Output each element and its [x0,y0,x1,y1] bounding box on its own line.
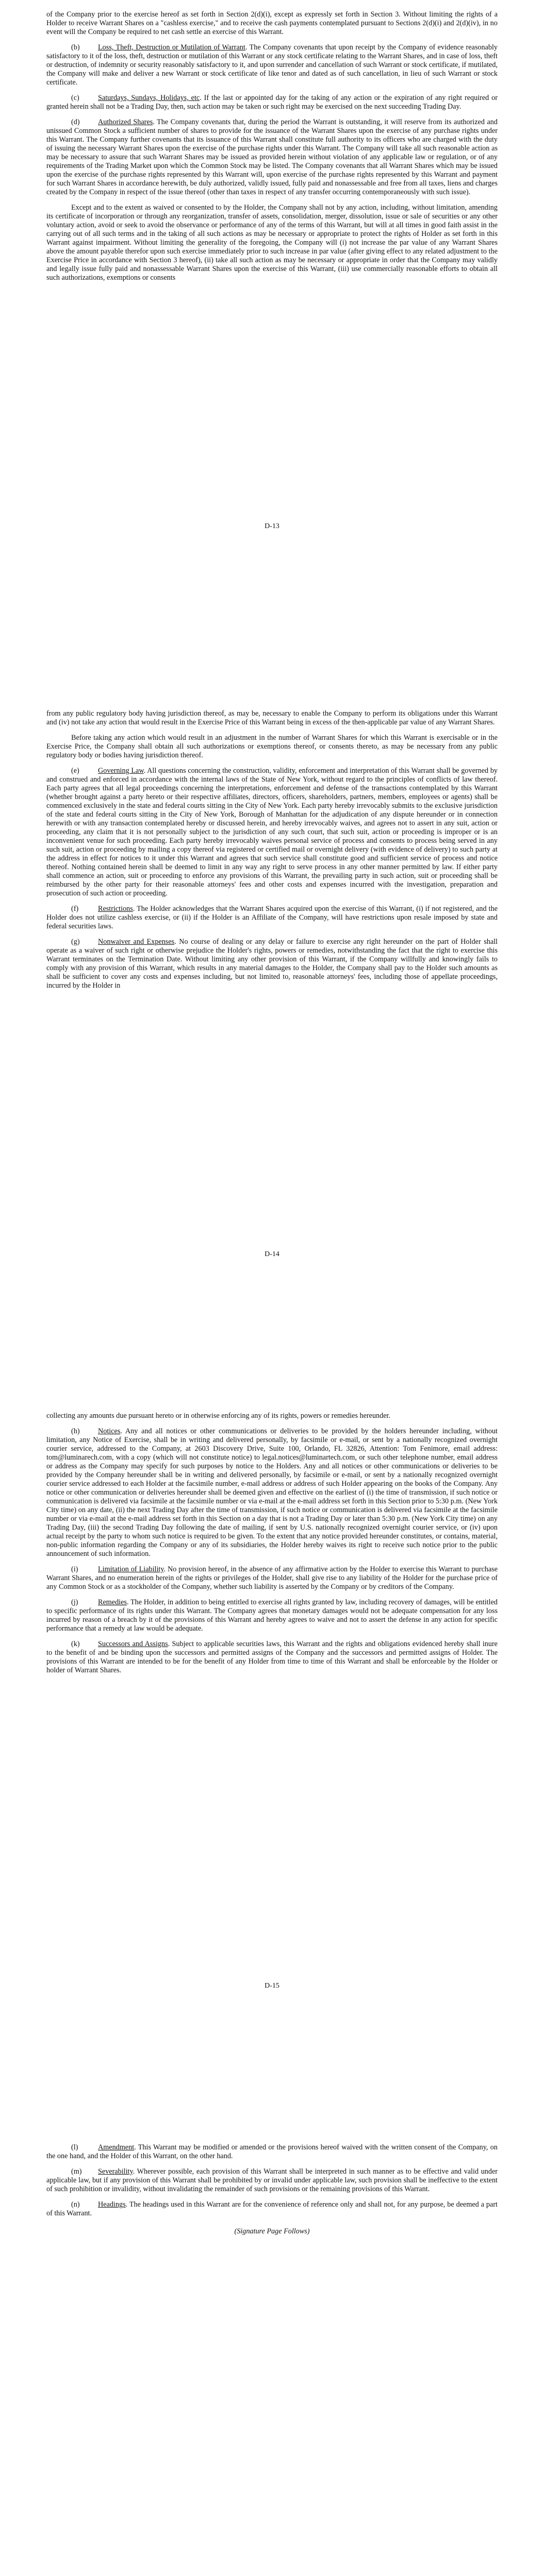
section-text: . The Holder acknowledges that the Warrant Shares acquired upon the exercise of this Warrant, (i) if not registered, and the Holder does not utilize cashless exercise, or (ii) if the Holder is an Affiliate of the Company, will have restrictions upon resale imposed by state and federal securities laws. [46,905,498,930]
section-label: (c) [71,94,79,102]
section-heading: Authorized Shares [98,118,153,126]
section-heading: Headings [98,2200,126,2209]
page-number: D-15 [265,1982,279,1990]
section-label: (j) [71,1598,78,1606]
page-d16 [0,2110,544,2576]
page-number: D-14 [265,1250,279,1258]
section-label: (d) [71,118,80,126]
continued-paragraph: from any public regulatory body having jurisdiction thereof, as may be, necessary to enable the Company to perform its obligations under this Warrant and (iv) not take any action that would result in the Exercise Price of this Warrant being in excess of the then-applicable par value of any Warrant Shares. [46,709,498,726]
section-heading: Governing Law [98,767,144,775]
section-label: (g) [71,938,80,946]
section-label: (l) [71,2143,78,2151]
section-h [46,1427,498,1558]
section-label: (n) [71,2200,80,2209]
section-heading: Severability [98,2167,133,2176]
section-text: . The headings used in this Warrant are for the convenience of reference only and shall not, for any purpose, be deemed a part of this Warrant. [46,2200,498,2217]
continued-paragraph: collecting any amounts due pursuant hereto or in otherwise enforcing any of its rights, powers or remedies hereunder. [46,1412,391,1420]
section-text: . The Company covenants that, during the period the Warrant is outstanding, it will reserve from its authorized and unissued Common Stock a sufficient number of shares to provide for the issuance of the Warrant Shares upon the exercise of any purchase rights under this Warrant. The Company further covenants that its issuance of this Warrant shall constitute full authority to its officers who are charged with the duty of issuing the necessary Warrant Shares upon the exercise of the purchase rights under this Warrant. The Company will take all such reasonable action as may be necessary to assure that such Warrant Shares may be issued as provided herein without violation of any applicable law or regulation, or of any requirements of the Trading Market upon which the Common Stock may be listed. The Company covenants that all Warrant Shares which may be issued upon the exercise of the purchase rights represented by this Warrant will, upon exercise of the purchase rights represented by this Warrant and payment for such Warrant Shares in accordance herewith, be duly authorized, validly issued, fully paid and nonassessable and free from all taxes, liens and charges created by the Company in respect of the issue thereof (other than taxes in respect of any transfer occurring contemporaneously with such issue). [46,118,498,196]
section-heading: Restrictions [98,905,133,913]
page-d13 [0,0,544,703]
section-heading: Limitation of Liability [98,1565,164,1573]
section-label: (m) [71,2167,82,2176]
page-number: D-13 [265,522,279,530]
section-d-continued: Except and to the extent as waived or consented to by the Holder, the Company shall not by any action, including, without limitation, amending its certificate of incorporation or through any reorganization, transfer of assets, consolidation, merger, dissolution, issue or sale of securities or any other voluntary action, avoid or seek to avoid the observance or performance of any of the terms of this Warrant, but will at all times in good faith assist in the carrying out of all such terms and in the taking of all such actions as may be necessary or appropriate to protect the rights of Holder as set forth in this Warrant against impairment. Without limiting the generality of the foregoing, the Company will (i) not increase the par value of any Warrant Shares above the amount payable therefor upon such exercise immediately prior to such increase in par value (after giving effect to any related adjustment to the Exercise Price in accordance with Section 3 hereof), (ii) take all such action as may be necessary or appropriate in order that the Company may validly and legally issue fully paid and nonassessable Warrant Shares upon the exercise of this Warrant, (iii) use commercially reasonable efforts to obtain all such authorizations, exemptions or consents [46,204,498,282]
section-g [46,938,498,990]
section-heading: Loss, Theft, Destruction or Mutilation of Warrant [98,43,245,52]
signature-page-note: (Signature Page Follows) [234,2227,310,2235]
section-text: . No provision hereof, in the absence of any affirmative action by the Holder to exercise this Warrant to purchase Warrant Shares, and no enumeration herein of the rights or privileges of the Holder, shall give rise to any liability of the Holder for the purchase price of any Common Stock or as a stockholder of the Company, whether such liability is asserted by the Company or by creditors of the Company. [46,1565,498,1591]
continued-paragraph: of the Company prior to the exercise hereof as set forth in Section 2(d)(i), except as expressly set forth in Section 3. Without limiting the rights of a Holder to receive Warrant Shares on a "cashless exercise," and to receive the cash payments contemplated pursuant to Sections 2(d)(i) and 2(d)(iv), in no event will the Company be required to net cash settle an exercise of this Warrant. [46,10,498,36]
section-label: (f) [71,905,79,913]
section-c [46,94,498,111]
section-heading: Remedies [98,1598,127,1606]
section-k [46,1640,498,1675]
section-label: (h) [71,1427,80,1435]
section-label: (k) [71,1640,80,1648]
section-n [46,2200,498,2218]
section-i [46,1565,498,1591]
section-text: . Any and all notices or other communications or deliveries to be provided by the holders hereunder including, without limitation, any Notice of Exercise, shall be in writing and delivered personally, by facsimile or e-mail, or sent by a nationally recognized overnight courier service, addressed to the Company, at 2603 Discovery Drive, Suite 100, Orlando, FL 32826, Attention: Tom Fenimore, email address: tom@luminarech.com, with a copy (which will not constitute notice) to legal.notices@luminartech.com, or such other telephone number, email address or address as the Company may specify for such purposes by notice to the Holders. Any and all notices or other communications or deliveries to be provided by the Company hereunder shall be in writing and delivered personally, by facsimile or e-mail, or sent by a nationally recognized overnight courier service addressed to each Holder at the facsimile number, e-mail address or address of such Holder appearing on the books of the Company. Any notice or other communication or deliveries hereunder shall be deemed given and effective on the earliest of (i) the time of transmission, if such notice or communication is delivered via facsimile at the facsimile number or via e-mail at the e-mail address set forth in this Section prior to 5:30 p.m. (New York City time) on any date, (ii) the next Trading Day after the time of transmission, if such notice or communication is delivered via facsimile at the facsimile number or via e-mail at the e-mail address set forth in this Section on a day that is not a Trading Day or later than 5:30 p.m. (New York City time) on any Trading Day, (iii) the second Trading Day following the date of mailing, if sent by U.S. nationally recognized overnight courier service, or (iv) upon actual receipt by the party to whom such notice is required to be given. To the extent that any notice provided hereunder constitutes, or contains, material, non-public information regarding the Company or any of its subsidiaries, the Holder hereby waives its right to receive such notice prior to the public announcement of such information. [46,1427,498,1558]
section-text: . No course of dealing or any delay or failure to exercise any right hereunder on the part of Holder shall operate as a waiver of such right or otherwise prejudice the Holder's rights, powers or remedies, notwithstanding the fact that the right to exercise this Warrant terminates on the Termination Date. Without limiting any other provision of this Warrant, if the Company willfully and knowingly fails to comply with any provision of this Warrant, which results in any material damages to the Holder, the Company shall pay to the Holder such amounts as shall be sufficient to cover any costs and expenses including, but not limited to, reasonable attorneys' fees, including those of appellate proceedings, incurred by the Holder in [46,938,498,990]
section-j [46,1598,498,1633]
page-d15 [0,1406,544,2110]
section-l [46,2143,498,2161]
section-f [46,905,498,931]
section-text: . This Warrant may be modified or amended or the provisions hereof waived with the written consent of the Company, on the one hand, and the Holder of this Warrant, on the other hand. [46,2143,498,2160]
section-label: (e) [71,767,79,775]
section-heading: Nonwaiver and Expenses [98,938,175,946]
section-heading: Successors and Assigns [98,1640,168,1648]
section-text: . Wherever possible, each provision of this Warrant shall be interpreted in such manner as to be effective and valid under applicable law, but if any provision of this Warrant shall be prohibited by or invalid under applicable law, such provision shall be ineffective to the extent of such prohibition or invalidity, without invalidating the remainder of such provisions or the remaining provisions of this Warrant. [46,2167,498,2193]
section-text: . The Company covenants that upon receipt by the Company of evidence reasonably satisfactory to it of the loss, theft, destruction or mutilation of this Warrant or any stock certificate relating to the Warrant Shares, and in case of loss, theft or destruction, of indemnity or security reasonably satisfactory to it, and upon surrender and cancellation of such Warrant or stock certificate, if mutilated, the Company will make and deliver a new Warrant or stock certificate of like tenor and dated as of such cancellation, in lieu of such Warrant or stock certificate. [46,43,498,87]
section-text: . Subject to applicable securities laws, this Warrant and the rights and obligations evidenced hereby shall inure to the benefit of and be binding upon the successors and permitted assigns of the Company and the successors and permitted assigns of Holder. The provisions of this Warrant are intended to be for the benefit of any Holder from time to time of this Warrant and shall be enforceable by the Holder or holder of Warrant Shares. [46,1640,498,1674]
section-b [46,43,498,87]
section-text: . If the last or appointed day for the taking of any action or the expiration of any right required or granted herein shall not be a Trading Day, then, such action may be taken or such right may be exercised on the next succeeding Trading Day. [46,94,498,111]
section-heading: Notices [98,1427,121,1435]
section-text: . All questions concerning the construction, validity, enforcement and interpretation of this Warrant shall be governed by and construed and enforced in accordance with the internal laws of the State of New York, without regard to the principles of conflicts of law thereof. Each party agrees that all legal proceedings concerning the interpretations, enforcement and defense of the transactions contemplated by this Warrant (whether brought against a party hereto or their respective affiliates, directors, officers, shareholders, partners, members, employees or agents) shall be commenced exclusively in the state and federal courts sitting in the City of New York. Each party hereby irrevocably submits to the exclusive jurisdiction of the state and federal courts sitting in the City of New York, Borough of Manhattan for the adjudication of any dispute hereunder or in connection herewith or with any transaction contemplated hereby or discussed herein, and hereby irrevocably waives, and agrees not to assert in any suit, action or proceeding, any claim that it is not personally subject to the jurisdiction of any such court, that such suit, action or proceeding is improper or is an inconvenient venue for such proceeding. Each party hereby irrevocably waives personal service of process and consents to process being served in any such suit, action or proceeding by mailing a copy thereof via registered or certified mail or overnight delivery (with evidence of delivery) to such party at the address in effect for notices to it under this Warrant and agrees that such service shall constitute good and sufficient service of process and notice thereof. Nothing contained herein shall be deemed to limit in any way any right to serve process in any other manner permitted by law. If either party shall commence an action, suit or proceeding to enforce any provisions of this Warrant, the prevailing party in such action, suit or proceeding shall be reimbursed by the other party for their reasonable attorneys' fees and other costs and expenses incurred with the investigation, preparation and prosecution of such action or proceeding. [46,767,498,897]
section-m [46,2167,498,2194]
section-heading: Amendment [98,2143,135,2151]
page-d14 [0,703,544,1406]
section-text: . The Holder, in addition to being entitled to exercise all rights granted by law, including recovery of damages, will be entitled to specific performance of its rights under this Warrant. The Company agrees that monetary damages would not be adequate compensation for any loss incurred by reason of a breach by it of the provisions of this Warrant and hereby agrees to waive and not to assert the defense in any action for specific performance that a remedy at law would be adequate. [46,1598,498,1633]
section-label: (b) [71,43,80,52]
adjustment-paragraph: Before taking any action which would result in an adjustment in the number of Warrant Shares for which this Warrant is exercisable or in the Exercise Price, the Company shall obtain all such authorizations or exemptions thereof, or consents thereto, as may be necessary from any public regulatory body or bodies having jurisdiction thereof. [46,734,498,759]
section-heading: Saturdays, Sundays, Holidays, etc [98,94,200,102]
section-e [46,767,498,898]
section-d [46,118,498,197]
section-label: (i) [71,1565,78,1573]
